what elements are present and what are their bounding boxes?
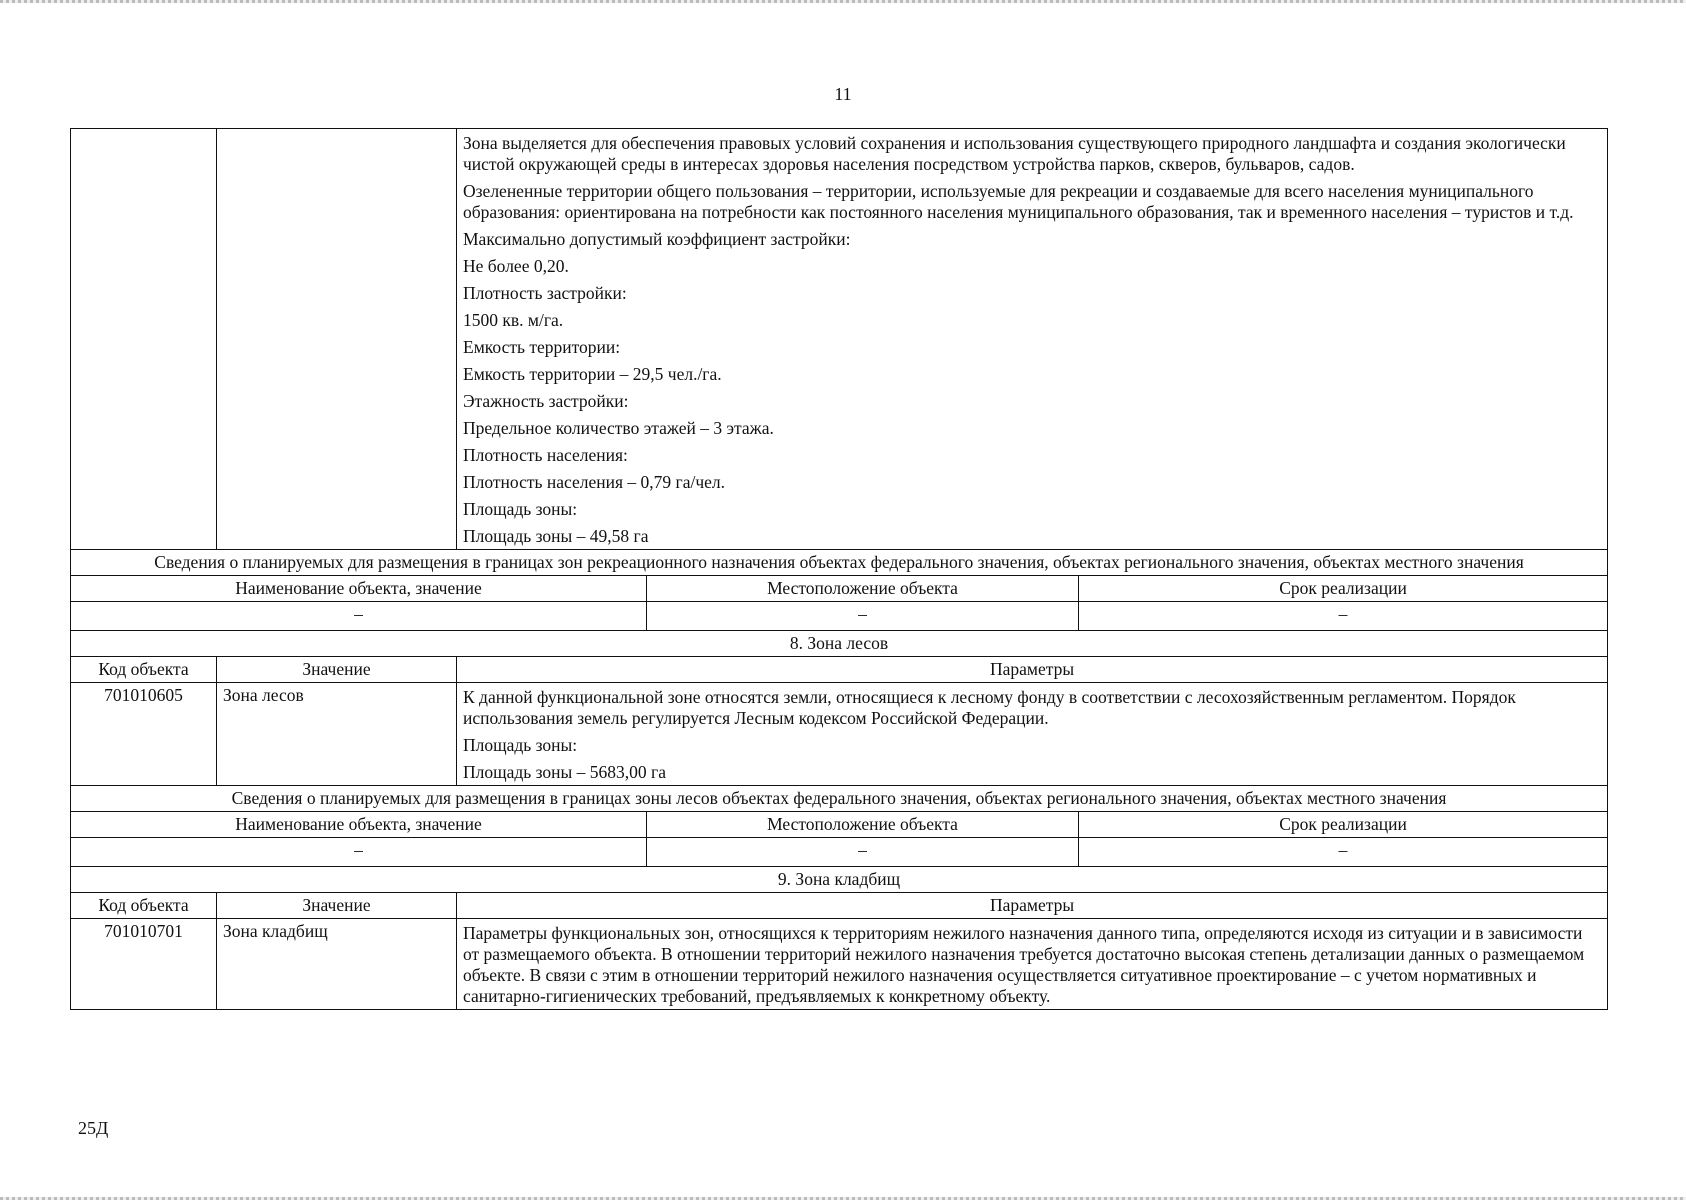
param-line: Параметры функциональных зон, относящихся к территориям нежилого назначения данного типа, определяются исходя из ситуации и в зависимости от размещаемого объекта. В отношении территорий нежилого назначения требуется достаточно высокая степень детализации данных о размещаемом объекте. В связи с этим в отношении территорий нежилого назначения осуществляется ситуативное проектирование – с учетом нормативных и санитарно-гигиенических требований, предъявляемых к конкретному объекту. (463, 923, 1585, 1006)
object-name-cell: – (71, 602, 647, 631)
forest-zone-params (457, 683, 1608, 786)
zones-table (70, 128, 1608, 1010)
forest-objects-heading-row (71, 786, 1608, 812)
column-header-code: Код объекта (71, 657, 217, 683)
param-line: Плотность населения – 0,79 га/чел. (463, 472, 726, 492)
object-location-cell: – (647, 838, 1079, 867)
param-line: К данной функциональной зоне относятся земли, относящиеся к лесному фонду в соответствии с лесохозяйственным регламентом. Порядок использования земель регулируется Лесным кодексом Российской Федерации. (463, 687, 1516, 728)
param-line: 1500 кв. м/га. (463, 310, 564, 330)
scan-edge-top (0, 0, 1686, 3)
recreation-objects-heading: Сведения о планируемых для размещения в границах зон рекреационного назначения объектах федерального значения, объектах регионального значения, объектах местного значения (71, 550, 1608, 576)
recreation-params-cell (457, 129, 1608, 550)
column-header-implementation-period: Срок реализации (1079, 576, 1608, 602)
page-number: 11 (834, 84, 852, 104)
cemetery-zone-name: Зона кладбищ (217, 919, 457, 1010)
implementation-period-cell: – (1079, 602, 1608, 631)
forest-objects-data-row (71, 838, 1608, 867)
param-line: Максимально допустимый коэффициент застройки: (463, 229, 851, 249)
forest-objects-heading: Сведения о планируемых для размещения в границах зоны лесов объектах федерального значения, объектах регионального значения, объектах местного значения (71, 786, 1608, 812)
param-line: Не более 0,20. (463, 256, 569, 276)
cemetery-zone-title: 9. Зона кладбищ (71, 867, 1608, 893)
param-line: Емкость территории – 29,5 чел./га. (463, 364, 722, 384)
param-line: Плотность застройки: (463, 283, 627, 303)
param-line: Плотность населения: (463, 445, 628, 465)
param-line: Площадь зоны: (463, 735, 578, 755)
cemetery-zone-columns-row (71, 893, 1608, 919)
recreation-name-cell (217, 129, 457, 550)
recreation-zone-row (71, 129, 1608, 550)
param-line: Площадь зоны – 49,58 га (463, 526, 649, 546)
column-header-object-name: Наименование объекта, значение (71, 576, 647, 602)
forest-zone-name: Зона лесов (217, 683, 457, 786)
cemetery-zone-data-row (71, 919, 1608, 1010)
cemetery-zone-params (457, 919, 1608, 1010)
column-header-params: Параметры (457, 657, 1608, 683)
param-line: Зона выделяется для обеспечения правовых условий сохранения и использования существующего природного ландшафта и создания экологически чистой окружающей среды в интересах здоровья населения посредством устройства парков, скверов, бульваров, садов. (463, 133, 1566, 174)
column-header-implementation-period: Срок реализации (1079, 812, 1608, 838)
recreation-objects-columns-row (71, 576, 1608, 602)
recreation-objects-heading-row (71, 550, 1608, 576)
forest-zone-code: 701010605 (71, 683, 217, 786)
forest-objects-columns-row (71, 812, 1608, 838)
param-line: Этажность застройки: (463, 391, 629, 411)
implementation-period-cell: – (1079, 838, 1608, 867)
param-line: Озелененные территории общего пользования – территории, используемые для рекреации и создаваемые для всего населения муниципального образования: ориентирована на потребности как постоянного населения муниципального образования, так и временного населения – туристов и т.д. (463, 181, 1574, 222)
object-location-cell: – (647, 602, 1079, 631)
recreation-code-cell (71, 129, 217, 550)
param-line: Площадь зоны: (463, 499, 578, 519)
column-header-object-location: Местоположение объекта (647, 812, 1079, 838)
forest-zone-columns-row (71, 657, 1608, 683)
column-header-value: Значение (217, 893, 457, 919)
forest-zone-title: 8. Зона лесов (71, 631, 1608, 657)
footer-code: 25Д (78, 1118, 109, 1138)
forest-zone-title-row (71, 631, 1608, 657)
column-header-object-name: Наименование объекта, значение (71, 812, 647, 838)
object-name-cell: – (71, 838, 647, 867)
column-header-object-location: Местоположение объекта (647, 576, 1079, 602)
forest-zone-data-row (71, 683, 1608, 786)
param-line: Предельное количество этажей – 3 этажа. (463, 418, 774, 438)
column-header-value: Значение (217, 657, 457, 683)
column-header-code: Код объекта (71, 893, 217, 919)
param-line: Емкость территории: (463, 337, 621, 357)
cemetery-zone-code: 701010701 (71, 919, 217, 1010)
column-header-params: Параметры (457, 893, 1608, 919)
param-line: Площадь зоны – 5683,00 га (463, 762, 667, 782)
recreation-objects-data-row (71, 602, 1608, 631)
cemetery-zone-title-row (71, 867, 1608, 893)
